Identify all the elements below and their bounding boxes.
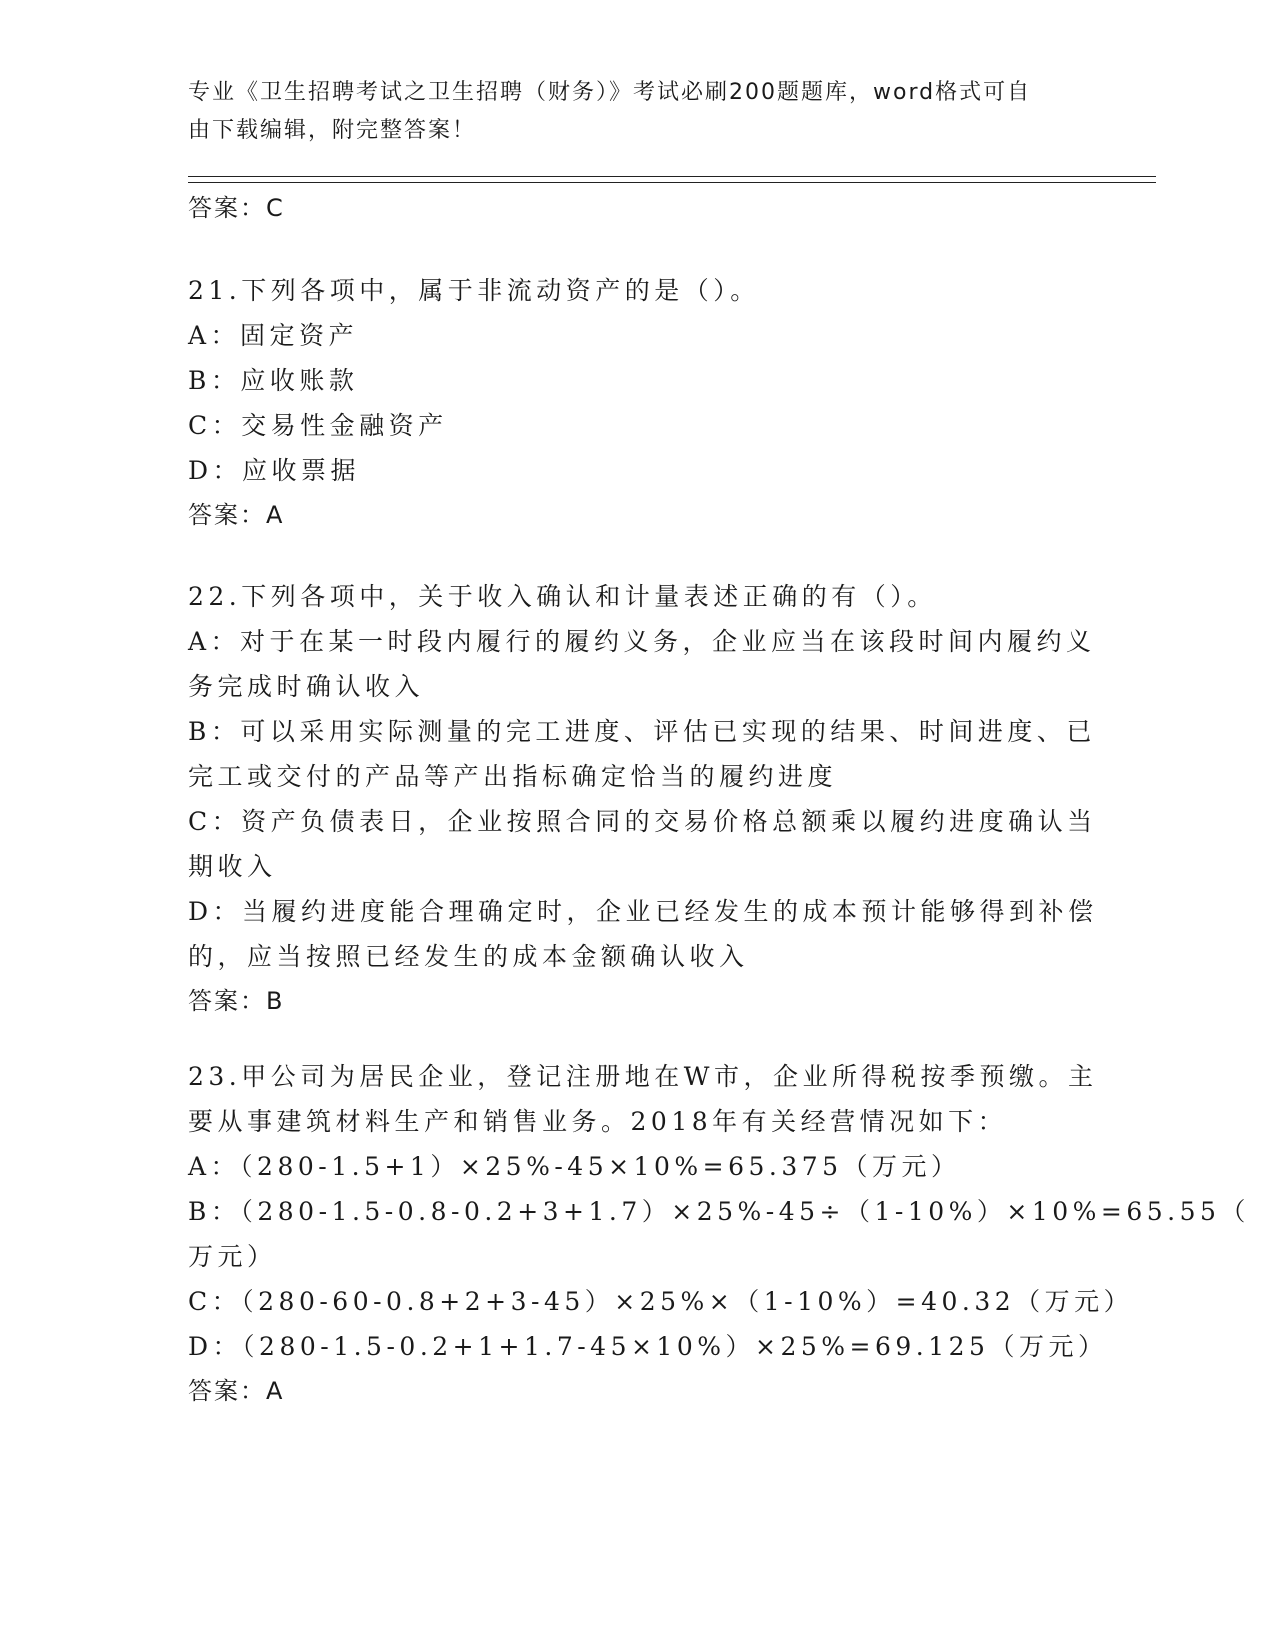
question-stem-line-1: 23.甲公司为居民企业，登记注册地在W市，企业所得税按季预缴。主 <box>188 1062 1098 1091</box>
previous-answer: 答案：C <box>188 194 285 222</box>
question-23 <box>188 1054 1250 1414</box>
answer-label: 答案：A <box>188 501 285 529</box>
option-b: B：（280-1.5-0.8-0.2+3+1.7）×25%-45÷（1-10%）×10%=65.55（ 万元） <box>188 1197 1250 1271</box>
document-header <box>188 74 1088 150</box>
option-d: D：应收票据 <box>188 456 361 485</box>
option-a: A：对于在某一时段内履行的履约义务，企业应当在该段时间内履约义 务完成时确认收入 <box>188 627 1096 701</box>
option-b: B：应收账款 <box>188 366 359 395</box>
option-a: A：（280-1.5+1）×25%-45×10%=65.375（万元） <box>188 1152 961 1181</box>
option-d: D：（280-1.5-0.2+1+1.7-45×10%）×25%=69.125（万元） <box>188 1332 1108 1361</box>
option-b: B：可以采用实际测量的完工进度、评估已实现的结果、时间进度、已 完工或交付的产品等产出指标确定恰当的履约进度 <box>188 717 1096 791</box>
answer-label: 答案：B <box>188 987 285 1015</box>
header-line-2: 由下载编辑，附完整答案！ <box>188 118 477 143</box>
question-stem-line-2: 要从事建筑材料生产和销售业务。2018年有关经营情况如下： <box>188 1107 1008 1136</box>
option-c: C：资产负债表日，企业按照合同的交易价格总额乘以履约进度确认当 期收入 <box>188 807 1097 881</box>
option-c: C：（280-60-0.8+2+3-45）×25%×（1-10%）=40.32（万元） <box>188 1287 1134 1316</box>
header-rule-top <box>188 176 1156 177</box>
question-21 <box>188 268 1088 538</box>
question-stem: 22.下列各项中，关于收入确认和计量表述正确的有（）。 <box>188 582 937 611</box>
option-d: D：当履约进度能合理确定时，企业已经发生的成本预计能够得到补偿 的，应当按照已经发生的成本金额确认收入 <box>188 897 1098 971</box>
option-c: C：交易性金融资产 <box>188 411 448 440</box>
question-22 <box>188 574 1098 1024</box>
answer-label: 答案：A <box>188 1377 285 1405</box>
header-rule-bottom <box>188 182 1156 183</box>
header-line-1: 专业《卫生招聘考试之卫生招聘（财务）》考试必刷200题题库，word格式可自 <box>188 80 1032 105</box>
question-stem: 21.下列各项中，属于非流动资产的是（）。 <box>188 276 760 305</box>
option-a: A：固定资产 <box>188 321 359 350</box>
